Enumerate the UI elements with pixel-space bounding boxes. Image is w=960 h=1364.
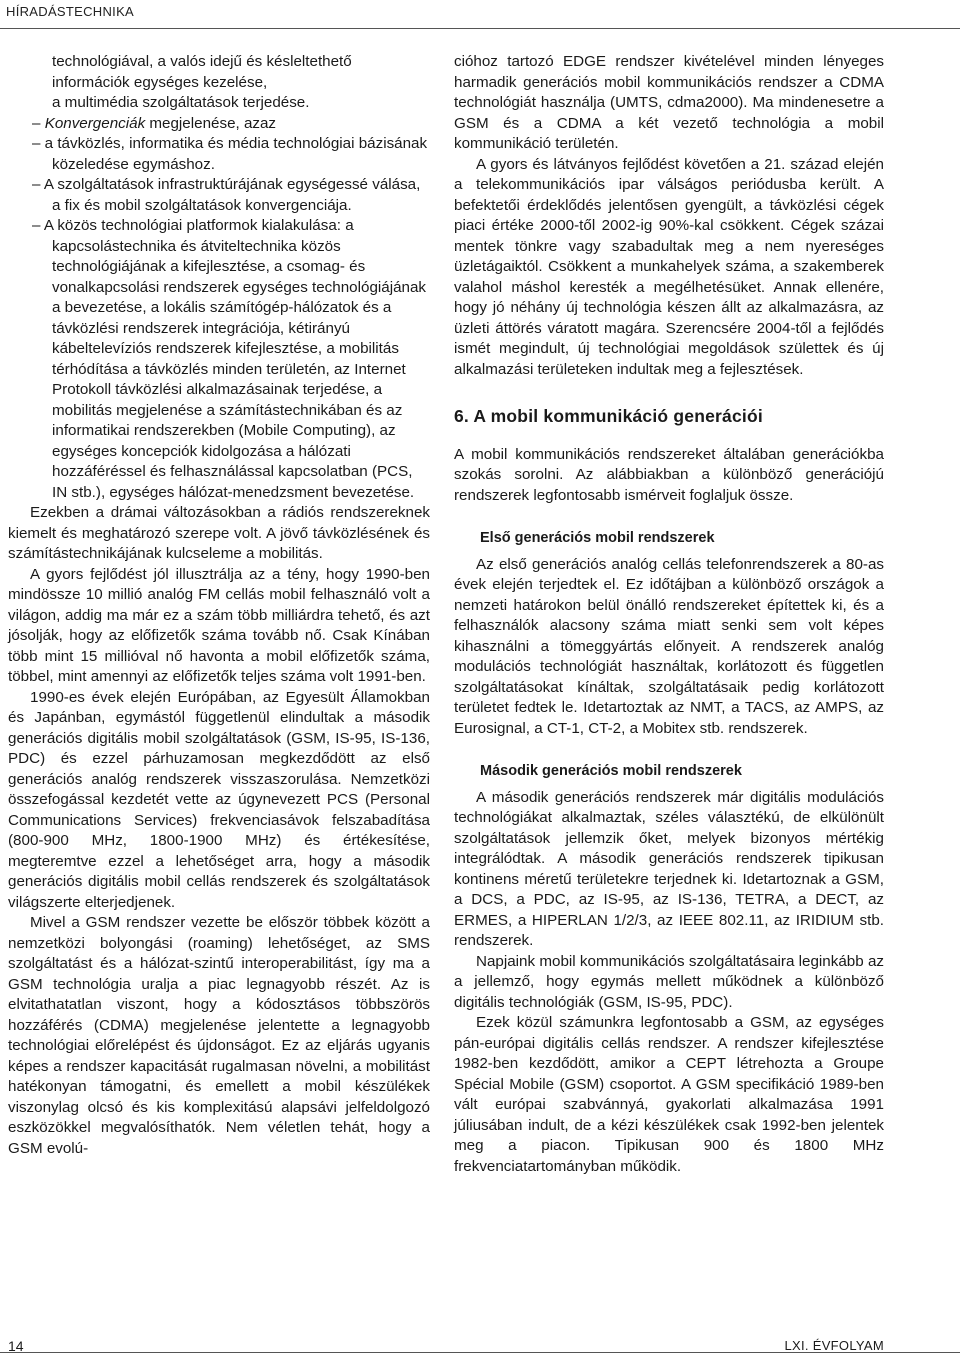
paragraph: Mivel a GSM rendszer vezette be először többek között a nemzetközi bolyongási (roaming) lehetőséget, az SMS szolgáltatást és a hálózat-szintű interoperabilitást, így ma a GSM technológia uralja a piac legnagyobb részét. Az is elvitathatatlan viszont, hogy a kódosztásos többszörös hozzáférés (CDMA) megjelenése jelentette a legnagyobb technológiai előrelépést és újdonságot. Ez az eljárás ugyanis képes a rendszer kapacitását rugalmasan növelni, a mobilitást hatékonyan támogatni, és emellett a mobil készülékek viszonylag olcsó és kis komplexitású alapsávi jelfeldolgozó eszközökkel megvalósíthatók. Nem véletlen tehát, hogy a GSM evolú- — [8, 914, 430, 1157]
section-heading: 6. A mobil kommunikáció generációi — [454, 406, 763, 426]
paragraph: 1990-es évek elején Európában, az Egyesült Államokban és Japánban, egymástól függetlenül elindultak a második generációs digitális mobil szolgáltatások (GSM, IS-95, IS-136, PDC) és ezzel párhuzamosan megkezdődött az első generációs analóg rendszerek visszaszorulása. Nemzetközi összefogással kezdetét vette az úgynevezett PCS (Personal Communications Services) frekvenciasávok felszabadítása (800-900 MHz, 1800-1900 MHz) és értékesítése, megteremtve ezzel a lehetőséget arra, hogy a második generációs digitális mobil cellás rendszerek és szolgáltatások világszerte elterjedjenek. — [8, 688, 430, 911]
dash: – — [32, 114, 41, 132]
paragraph: cióhoz tartozó EDGE rendszer kivételével minden lényeges harmadik generációs mobil kommunikációs rendszer a CDMA technológiát használja (UMTS, cdma2000). Ma mindenesetre a GSM és a CDMA a két vezető technológia a mobil kommunikáció területén. — [454, 53, 884, 152]
list-line: információk egységes kezelése, — [52, 73, 268, 91]
paragraph: A gyors és látványos fejlődést követően a 21. század elején a telekommunikációs ipar válságos periódusba került. A befektetői érdeklődés jelentősen gyengült, a távközlési cégek piaci értéke 2000-től 2002-ig 90%-kal csökkent. Cégek százai mentek tönkre vagy szabadultak meg a nem nyereséges üzletágaiktól. Csökkent a munkahelyek száma, a szakemberek valahol máshol keresték a megélhetésüket. Annak ellenére, hogy jó néhány új technológia készen állt az alkalmazásra, az üzleti áttörés váratott magára. Szerencsére 2004-től a fejlődés ismét megindult, új technológiai megoldások születtek és új alkalmazási területeken indultak meg a fejlesztések. — [454, 155, 884, 378]
subsection-heading-second-gen: Második generációs mobil rendszerek — [480, 763, 742, 779]
left-column — [8, 52, 430, 1159]
sub-list-item: – a távközlés, informatika és média technológiai bázisának közeledése egymáshoz. — [32, 135, 428, 173]
list-item-convergence — [8, 114, 430, 135]
paragraph: Ezek közül számunkra legfontosabb a GSM, az egységes pán-európai digitális cellás rendszer. A rendszer kifejlesztése 1982-ben kezdődött, amikor a CEPT létrehozta a Groupe Spécial Mobile (GSM) csoportot. A GSM specifikáció 1989-ben vált európai szabvánnyá, gyakorlati alkalmazása 1991 júliusában indult, de a kézi készülékek csak 1992-ben jelentek meg a piacon. Tipikusan 900 és 1800 MHz frekvenciatartományban működik. — [454, 1014, 884, 1175]
subsection-heading-first-gen: Első generációs mobil rendszerek — [480, 530, 715, 546]
paragraph: A második generációs rendszerek már digitális modulációs technológiákat alkalmaztak, széles választékú, de elkülönült szolgáltatások jellemzik őket, melyek bizonyos mértékig integrálódtak. A második generációs rendszerek tipikusan kontinens méretű területekre terjednek ki. Idetartoznak a GSM, a DCS, a PDC, az IS-95, az IS-136, TETRA, a DECT, az ERMES, a HIPERLAN 1/2/3, az IEEE 802.11, az IRIDIUM stb. rendszerek. — [454, 788, 884, 949]
sub-list-item: – A szolgáltatások infrastruktúrájának egységessé válása, a fix és mobil szolgáltatások konvergenciája. — [32, 176, 421, 214]
emphasis-term: Konvergenciák — [44, 114, 146, 132]
list-line: technológiával, a valós idejű és késleltethető — [52, 53, 352, 70]
running-header — [0, 0, 960, 29]
paragraph: Az első generációs analóg cellás telefonrendszerek a 80-as évek elején terjedtek el. Ez időtájban a különböző országok a nemzeti határokon belül önálló rendszereket építettek ki, és a felhasználók alacsony száma miatt senki sem volt képes kihasználni a tömeggyártás előnyeit. A rendszerek analóg modulációs technológiát használtak, korlátozott és független szolgáltatásokat kínáltak, szolgáltatásaik pedig korlátozott területet fedtek le. Idetartoztak az NMT, a TACS, az AMPS, az Eurosignal, a CT-1, CT-2, a Mobitex stb. rendszerek. — [454, 555, 884, 737]
right-column — [454, 52, 884, 1177]
list-line: a multimédia szolgáltatások terjedése. — [52, 94, 310, 111]
paragraph: Napjaink mobil kommunikációs szolgáltatásaira leginkább az a jellemző, hogy egymás mellett működnek a különböző digitális technológiák (GSM, IS-95, PDC). — [454, 952, 884, 1011]
journal-section-title: HÍRADÁSTECHNIKA — [6, 4, 135, 19]
paragraph: A mobil kommunikációs rendszereket általában generációkba szokás sorolni. Az alábbiakban a különböző generációjú rendszerek legfontosabb ismérveit foglaljuk össze. — [454, 445, 884, 504]
volume-label: LXI. ÉVFOLYAM — [784, 1338, 884, 1353]
paragraph: Ezekben a drámai változásokban a rádiós rendszereknek kiemelt és meghatározó szerepe volt. A jövő távközlésének és számítástechnikájának kulcseleme a mobilitás. — [8, 504, 430, 562]
paragraph: A gyors fejlődést jól illusztrálja az a tény, hogy 1990-ben mindössze 10 millió analóg FM cellás mobil felhasználó volt a világon, addig ma már ez a szám több milliárdra tehető, és azt jósolják, hogy az előfizetők száma tovább nő. Csak Kínában több mint 15 millióval nő havonta a mobil előfizetők száma, többel, mint amennyi az előfizetők teljes száma volt 1991-ben. — [8, 565, 430, 685]
sub-list-item: – A közös technológiai platformok kialakulása: a kapcsolástechnika és átviteltechnika közös technológiájának a kifejlesztése, a csomag- és vonalkapcsolási rendszerek egységes technológiájának a bevezetése, a lokális számítógép-hálózatok és a távközlési rendszerek integrációja, kétirányú kábeltelevíziós rendszerek kifejlesztése, a mobilitás térhódítása a távközlés minden területén, az Internet Protokoll távközlési alkalmazásainak terjedése, a mobilitás megjelenése a számítástechnikában és az informatikai rendszerekben (Mobile Computing), az egységes koncepciók kidolgozása a hálózati hozzáféréssel és felhasználással kapcsolatban (PCS, IN stb.), egységes hálózat-menedzsment bevezetése. — [32, 217, 427, 501]
list-item-text: megjelenése, azaz — [145, 114, 277, 132]
page-number: 14 — [8, 1338, 24, 1354]
